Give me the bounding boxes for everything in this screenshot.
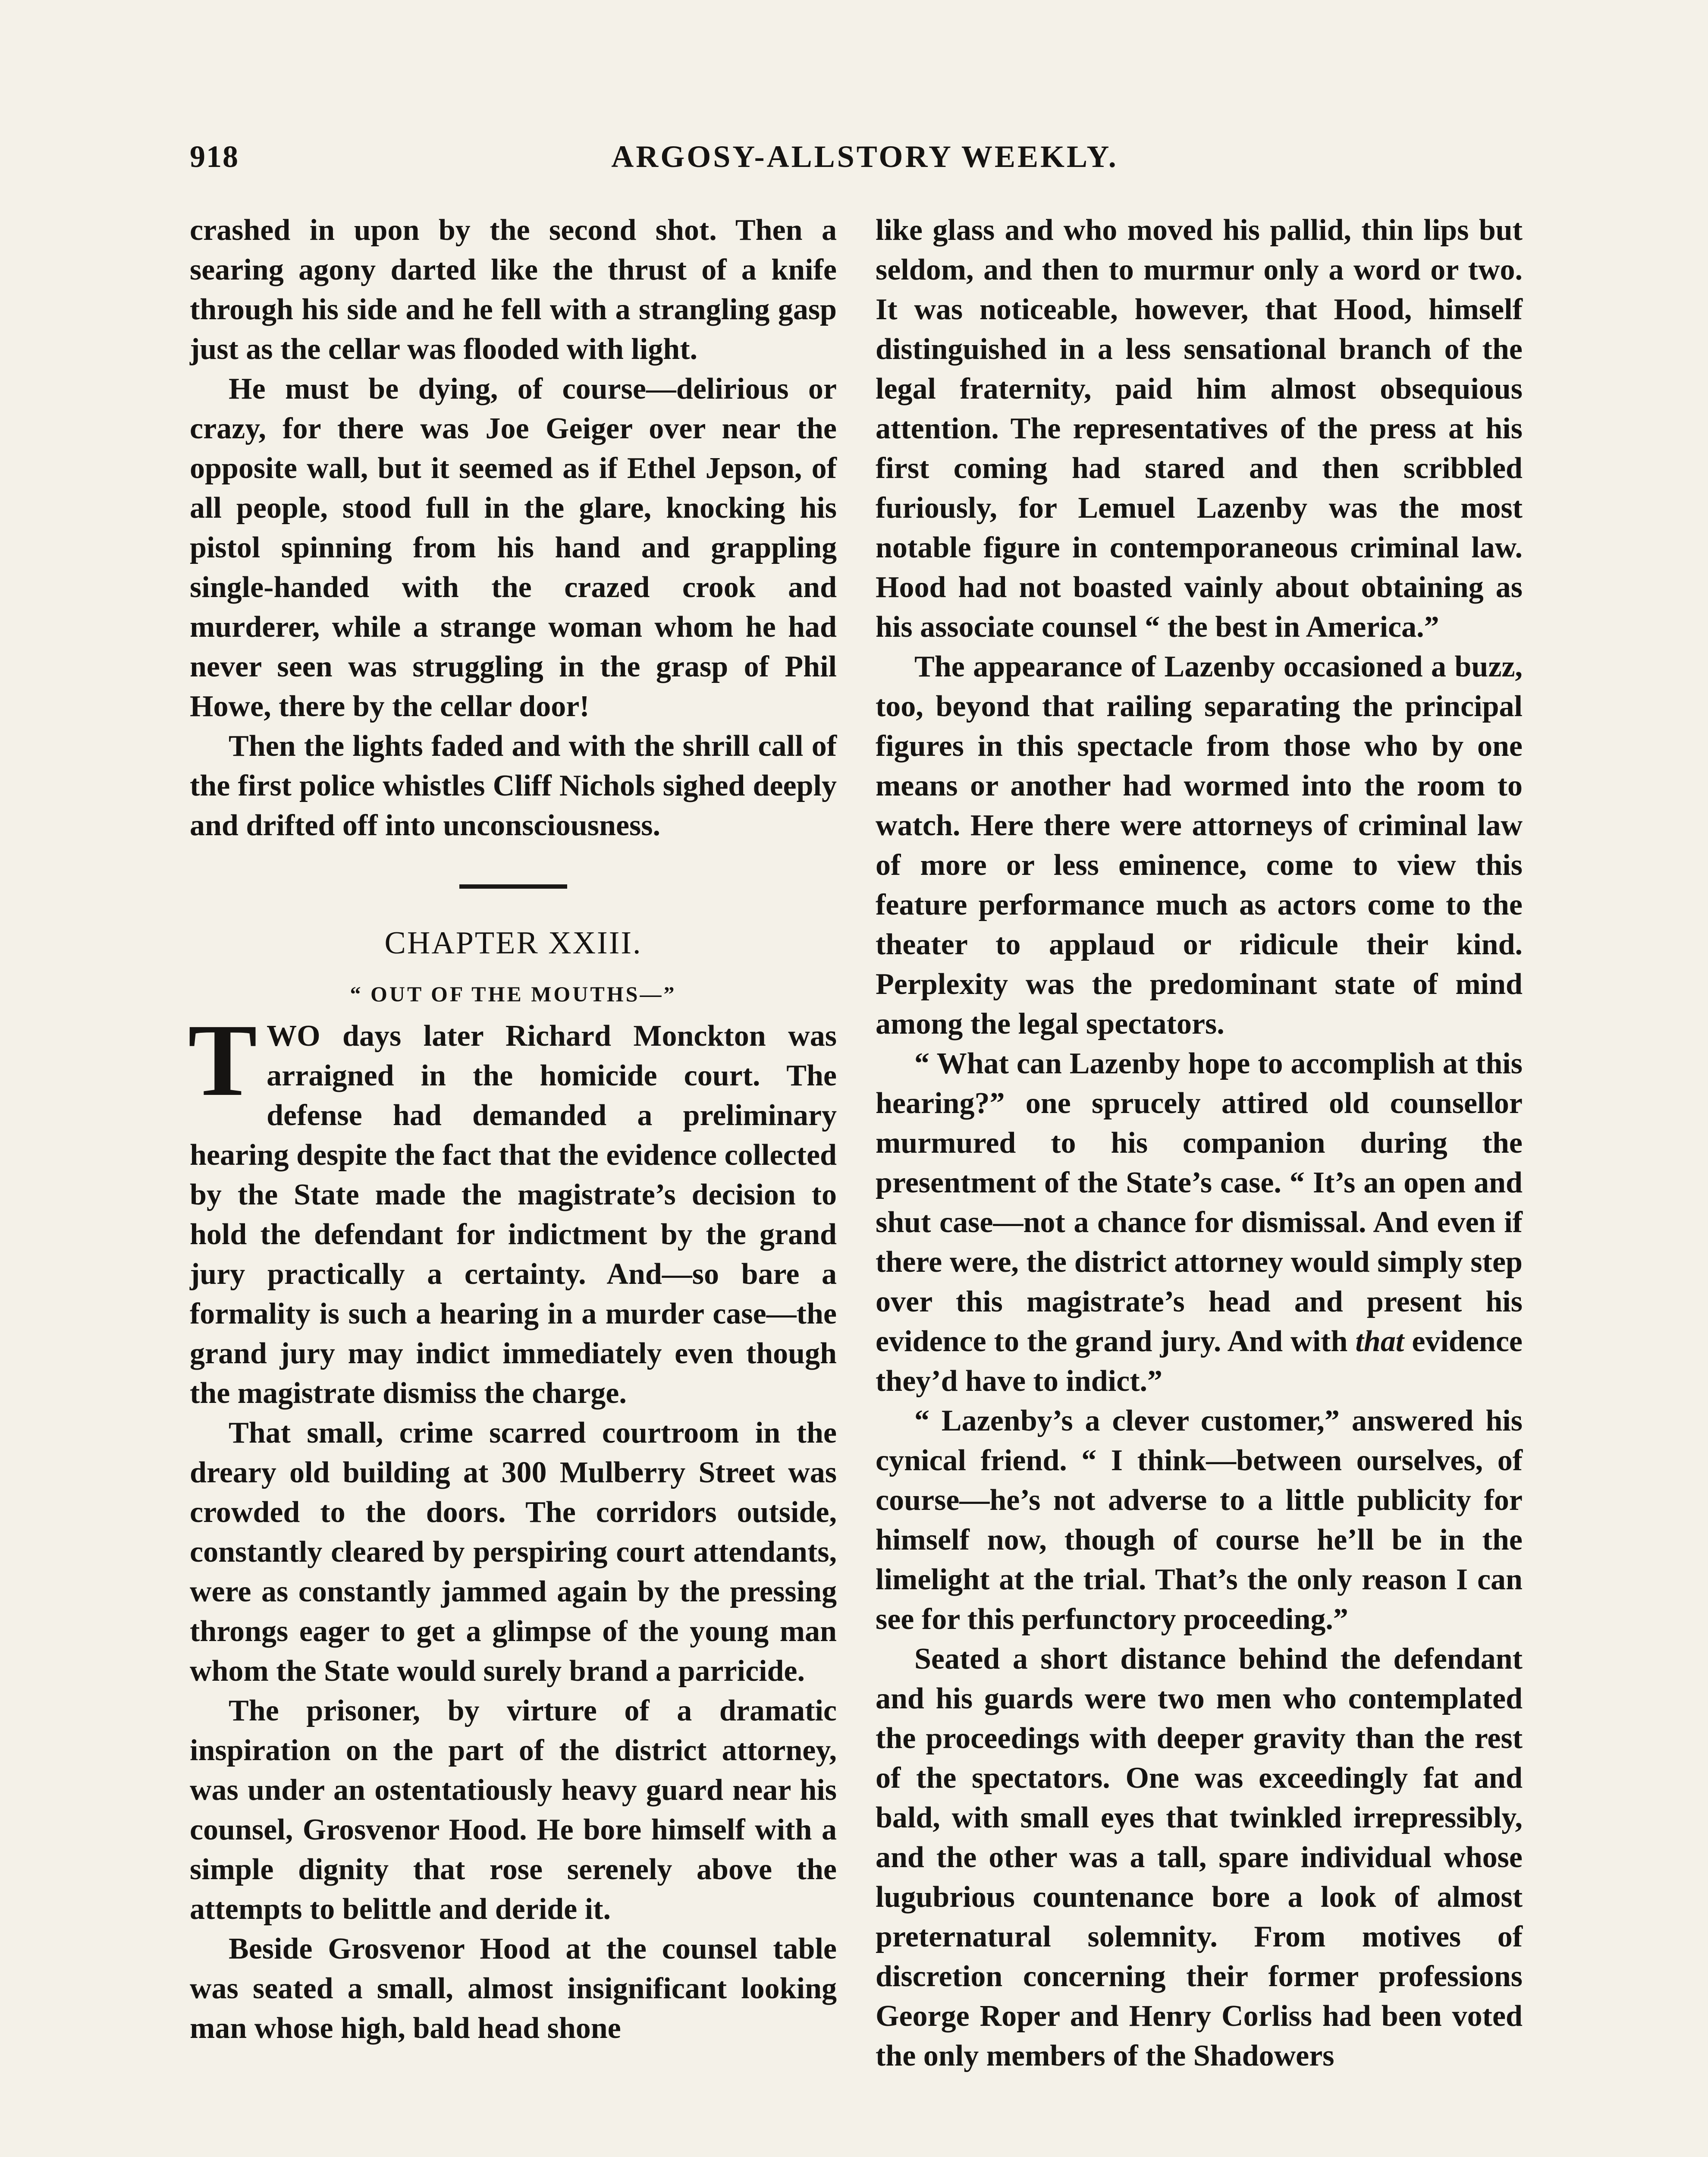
left-column bbox=[190, 211, 837, 2048]
chapter-title: CHAPTER XXIII. bbox=[384, 925, 642, 961]
italic-word: that bbox=[1355, 1325, 1404, 1358]
chapter-opening-paragraph bbox=[188, 1003, 837, 1413]
quote-paragraph bbox=[876, 1044, 1523, 1401]
paragraph: Then the lights faded and with the shrill call of the first police whistles Cliff Nichols sighed deeply and drifted off into unconsciousness. bbox=[190, 729, 837, 842]
page-number: 918 bbox=[190, 139, 239, 174]
chapter-body bbox=[188, 1003, 837, 2048]
right-column bbox=[876, 211, 1523, 2076]
paragraph: The appearance of Lazenby occasioned a buzz, too, beyond that railing separating the principal figures in this spectacle from those who by one means or another had wormed into the room to watch. Here there were attorneys of criminal law of more or less eminence, come to view this feature performance much as actors come to the theater to applaud or ridicule their kind. Perplexity was the predominant state of mind among the legal spectators. bbox=[876, 650, 1523, 1041]
opening-text: WO days later Richard Monckton was arraigned in the homicide court. The defense had demanded a preliminary hearing despite the fact that the evidence collected by the State made the magistrate’s decision to hold the defendant for indictment by the grand jury practically a certainty. And—so bare a formality is such a hearing in a murder case—the grand jury may indict immediately even though the magistrate dismiss the charge. bbox=[190, 1019, 837, 1410]
paragraph: He must be dying, of course—delirious or crazy, for there was Joe Geiger over near the opposite wall, but it seemed as if Ethel Jepson, of all people, stood full in the glare, knocking his pistol spinning from his hand and grappling single-handed with the crazed crook and murderer, while a strange woman whom he had never seen was struggling in the grasp of Phil Howe, there by the cellar door! bbox=[190, 372, 837, 723]
section-divider bbox=[459, 884, 567, 889]
chapter-subtitle: “ OUT OF THE MOUTHS—” bbox=[350, 982, 677, 1006]
running-title: ARGOSY-ALLSTORY WEEKLY. bbox=[611, 139, 1118, 174]
paragraph: The prisoner, by virture of a dramatic inspiration on the part of the district attorney, was under an ostentatiously heavy guard near his counsel, Grosvenor Hood. He bore himself with a simple dignity that rose serenely above the attempts to belittle and deride it. bbox=[190, 1694, 837, 1926]
paragraph: crashed in upon by the second shot. Then a searing agony darted like the thrust of a knife through his side and he fell with a strangling gasp just as the cellar was flooded with light. bbox=[190, 214, 837, 366]
paragraph: like glass and who moved his pallid, thin lips but seldom, and then to murmur only a word or two. It was noticeable, however, that Hood, himself distinguished in a less sensational branch of the legal fraternity, paid him almost obsequious attention. The representatives of the press at his first coming had stared and then scribbled furiously, for Lemuel Lazenby was the most notable figure in contemporaneous criminal law. Hood had not boasted vainly about obtaining as his associate counsel “ the best in America.” bbox=[876, 214, 1523, 644]
paragraph: That small, crime scarred courtroom in the dreary old building at 300 Mulberry Street was crowded to the doors. The corridors outside, constantly cleared by perspiring court attendants, were as constantly jammed again by the pressing throngs eager to get a glimpse of the young man whom the State would surely brand a parricide. bbox=[190, 1416, 837, 1688]
drop-cap: T bbox=[188, 1003, 257, 1117]
paragraph: Seated a short distance behind the defendant and his guards were two men who contemplated the proceedings with deeper gravity than the rest of the spectators. One was exceedingly fat and bald, with small eyes that twinkled irrepressibly, and the other was a tall, spare individual whose lugubrious countenance bore a look of almost preternatural solemnity. From motives of discretion concerning their former professions George Roper and Henry Corliss had been voted the only members of the Shadowers bbox=[876, 1642, 1523, 2072]
quote-text-end: evidence they’d have to indict.” bbox=[876, 1325, 1523, 1398]
paragraph: “ Lazenby’s a clever customer,” answered his cynical friend. “ I think—between ourselves, of course—he’s not adverse to a little publicity for himself now, though of course he’ll be in the limelight at the trial. That’s the only reason I can see for this perfunctory proceeding.” bbox=[876, 1404, 1523, 1636]
page-header bbox=[190, 139, 1540, 186]
paragraph: Beside Grosvenor Hood at the counsel table was seated a small, almost insignificant looking man whose high, bald head shone bbox=[190, 1932, 837, 2045]
quote-text: “ What can Lazenby hope to accomplish at this hearing?” one sprucely attired old counsellor murmured to his companion during the presentment of the State’s case. “ It’s an open and shut case—not a chance for dismissal. And even if there were, the district attorney would simply step over this magistrate’s head and present his evidence to the grand jury. And with bbox=[876, 1047, 1523, 1358]
